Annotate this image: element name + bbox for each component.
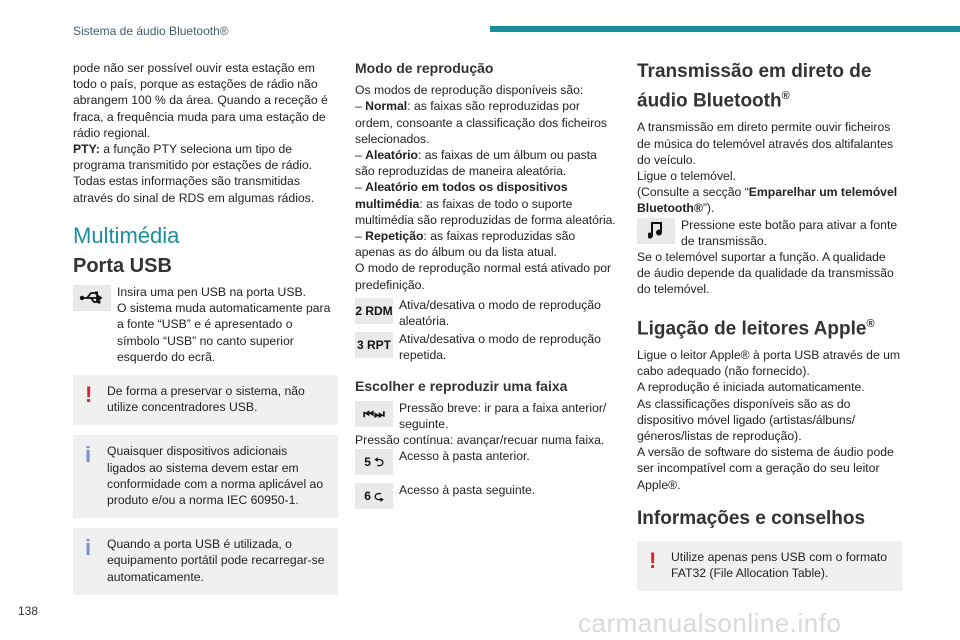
streaming-heading: Transmissão em direto de áudio Bluetooth® xyxy=(637,61,872,112)
previous-folder-icon: 5 ⮌ xyxy=(355,449,393,475)
default-mode-text: O modo de reprodução normal está ativado por predefinição. xyxy=(355,261,612,292)
streaming-text: A transmissão em direto permite ouvir ficheiros de música do telemóvel através dos altifalantes do veículo. xyxy=(637,120,894,167)
long-press-text: Pressão contínua: avançar/recuar numa faixa. xyxy=(355,433,605,448)
modes-intro: Os modos de reprodução disponíveis são: xyxy=(355,83,584,98)
random-button-icon: 2 RDM xyxy=(355,298,393,324)
column-3 xyxy=(637,60,902,591)
column-2 xyxy=(355,60,617,508)
apple-autoplay-text: A reprodução é iniciada automaticamente. xyxy=(637,380,865,395)
multimedia-heading: Multimédia xyxy=(73,222,180,248)
paragraph-pty: PTY: a função PTY seleciona um tipo de programa transmitido por estações de rádio. xyxy=(73,142,313,173)
info-icon: i xyxy=(85,442,92,468)
usb-instruction: Insira uma pen USB na porta USB. xyxy=(73,284,338,310)
prev-folder-row: 5 ⮌ Acesso à pasta anterior. xyxy=(355,448,617,474)
stream-source-row: Pressione este botão para ativar a fonte de transmissão. xyxy=(637,217,902,249)
repeat-toggle-row: 3 RPT Ativa/desativa o modo de reprodução repetida. xyxy=(356,332,601,363)
quality-text: Se o telemóvel suportar a função. A qualidade de áudio depende da qualidade da transmissão do telemóvel. xyxy=(637,249,894,297)
apple-classifications-text: As classificações disponíveis são as do dispositivo móvel ligado (artistas/álbuns/ géneros/listas de reprodução). xyxy=(637,396,856,443)
tips-heading: Informações e conselhos xyxy=(637,507,866,529)
column-1 xyxy=(73,60,338,595)
next-folder-icon: 6 ⮎ xyxy=(355,483,393,509)
info-icon: i xyxy=(85,535,92,561)
warning-icon: ! xyxy=(649,547,657,573)
warning-box-fat32: ! Utilize apenas pens USB com o formato FAT32 (File Allocation Table). xyxy=(637,541,902,591)
mode-normal: – Normal: as faixas são reproduzidas por ordem, consoante a classificação dos ficheiros selecionados. xyxy=(355,99,608,146)
paragraph-radio: pode não ser possível ouvir esta estação em todo o país, porque as estações de rádio não abrangem 100 % da área. Quando a receção é fraca, a frequência muda para uma estação de rádio regional. xyxy=(73,61,328,140)
mode-random: – Aleatório: as faixas de um álbum ou pasta são reproduzidas de maneira aleatória. xyxy=(355,148,597,179)
apple-heading: Ligação de leitores Apple® xyxy=(637,317,875,339)
apple-connect-text: Ligue o leitor Apple® à porta USB através de um cabo adequado (não fornecido). xyxy=(637,347,901,379)
next-folder-row: 6 ⮎ Acesso à pasta seguinte. xyxy=(355,482,617,508)
playback-mode-heading: Modo de reprodução xyxy=(355,60,494,76)
usb-icon xyxy=(73,285,111,311)
mode-random-all: – Aleatório em todos os dispositivos multimédia: as faixas de todo o suporte multimédia são reproduzidas de forma aleatória. xyxy=(355,180,616,227)
paragraph-rds: Todas estas informações são transmitidas através do sinal de RDS em algumas rádios. xyxy=(73,174,315,205)
skip-row: ⏮⏭ Pressão breve: ir para a faixa anterior/ seguinte. xyxy=(355,400,617,432)
page-number: 138 xyxy=(18,604,39,618)
header-accent-bar xyxy=(490,26,960,32)
apple-compat-text: A versão de software do sistema de áudio pode ser incompatível com a geração do seu leitor Apple®. xyxy=(637,445,894,492)
music-note-icon xyxy=(637,218,675,244)
info-box-charging: i Quando a porta USB é utilizada, o equipamento portátil pode recarregar-se automaticamente. xyxy=(73,528,338,595)
section-title: Sistema de áudio Bluetooth® xyxy=(73,24,229,38)
usb-heading: Porta USB xyxy=(73,255,172,278)
skip-track-icon: ⏮⏭ xyxy=(355,401,393,427)
warning-icon: ! xyxy=(85,382,93,408)
choose-track-heading: Escolher e reproduzir uma faixa xyxy=(355,377,568,394)
pairing-reference: (Consulte a secção “Emparelhar um telemóvel Bluetooth®”). xyxy=(637,185,898,216)
mode-repeat: – Repetição: as faixas reproduzidas são apenas as do álbum ou da lista atual. xyxy=(355,229,576,260)
warning-box-hubs: ! De forma a preservar o sistema, não utilize concentradores USB. xyxy=(73,375,338,425)
random-toggle-row: 2 RDM Ativa/desativa o modo de reprodução aleatória. xyxy=(355,297,601,329)
watermark: carmanualsonline.info xyxy=(578,608,842,638)
info-box-devices: i Quaisquer dispositivos adicionais ligados ao sistema devem estar em conformidade com a norma aplicável ao produto e/ou a norma IEC 60950-1. xyxy=(73,435,338,518)
repeat-button-icon: 3 RPT xyxy=(355,332,393,358)
usb-source-text: O sistema muda automaticamente para a fonte “USB” e é apresentado o símbolo “USB” no canto superior esquerdo do ecrã. xyxy=(117,301,331,364)
connect-phone-text: Ligue o telemóvel. xyxy=(637,168,736,183)
